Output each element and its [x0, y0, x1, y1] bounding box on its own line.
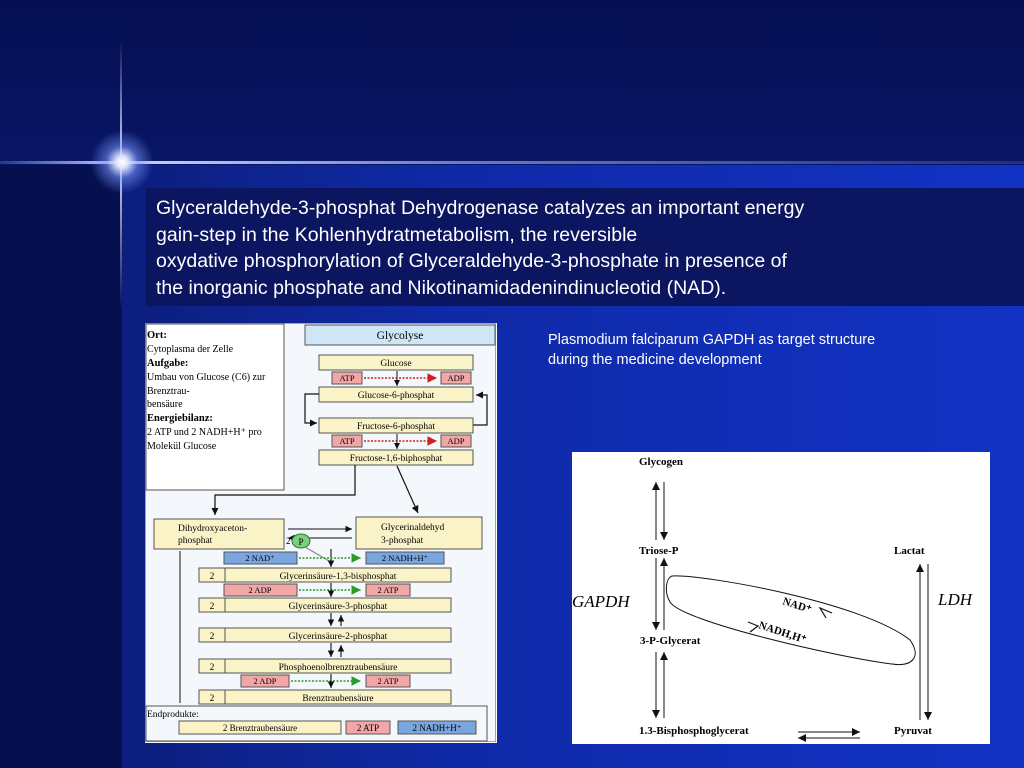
glycerat-label: 3-P-Glycerat: [640, 635, 701, 647]
top-band: [0, 0, 1024, 165]
g3p-label: Glycerinsäure-3-phosphat: [288, 602, 388, 612]
pyruvat-label: Pyruvat: [894, 725, 932, 737]
glucose-label: Glucose: [380, 359, 412, 369]
bpg-label: 1.3-Bisphosphoglycerat: [639, 725, 749, 737]
g2p-label: Glycerinsäure-2-phosphat: [288, 632, 388, 642]
paragraph-line-3: oxydative phosphorylation of Glyceraldehyde-3-phosphate in presence of: [156, 250, 787, 272]
ort-label: Ort:: [147, 330, 167, 341]
bpg-count: 2: [209, 572, 215, 582]
nad-arrowhead-icon: [820, 608, 832, 618]
paragraph-line-1: Glyceraldehyde-3-phosphat Dehydrogenase catalyzes an important energy: [156, 197, 805, 219]
nad-label: 2 NAD⁺: [245, 553, 275, 563]
gapdh-pathway-diagram: [572, 452, 990, 744]
ort-value: Cytoplasma der Zelle: [147, 344, 234, 355]
nad-label: NAD⁺: [781, 595, 813, 617]
nad-cycle-loop: [666, 576, 915, 665]
pyruvate-label: Brenztraubensäure: [302, 694, 374, 704]
glycolyse-title: Glycolyse: [376, 330, 424, 342]
figure-caption: [548, 330, 988, 370]
triose-label: Triose-P: [639, 545, 679, 557]
aufgabe-label: Aufgabe:: [147, 358, 189, 369]
glycogen-label: Glycogen: [639, 456, 683, 468]
aufgabe-line-2: Brenztrau-: [147, 386, 190, 397]
aufgabe-line-1: Umbau von Glucose (C6) zur: [147, 372, 266, 383]
gap-line-2: 3-phosphat: [381, 536, 424, 546]
caption-line-1: Plasmodium falciparum GAPDH as target structure: [548, 332, 876, 348]
phosphate-count: 2: [286, 536, 291, 546]
lactat-label: Lactat: [894, 545, 925, 557]
description-textbox: [146, 188, 1024, 306]
energie-line-1: 2 ATP und 2 NADH+H⁺ pro: [147, 427, 262, 438]
lens-flare-icon: [90, 130, 154, 194]
g2p-count: 2: [209, 632, 215, 642]
ldh-label: LDH: [938, 590, 973, 609]
adp-label-4: 2 ADP: [253, 676, 277, 686]
g3p-count: 2: [209, 602, 215, 612]
dhap-line-2: phosphat: [178, 536, 213, 546]
nadh-label: 2 NADH+H⁺: [381, 553, 429, 563]
paragraph-line-2: gain-step in the Kohlenhydratmetabolism, the reversible: [156, 223, 638, 246]
caption-line-2: during the medicine development: [548, 352, 762, 368]
phosphate-label: P: [298, 537, 304, 547]
f6p-label: Fructose-6-phosphat: [356, 422, 436, 432]
pep-count: 2: [209, 663, 215, 673]
nadh-label: NADH,H⁺: [757, 619, 808, 647]
energie-label: Energiebilanz:: [147, 413, 213, 424]
end-nadh-label: 2 NADH+H⁺: [412, 723, 462, 733]
bpg-label: Glycerinsäure-1,3-bisphosphat: [279, 572, 397, 582]
pep-label: Phosphoenolbrenztraubensäure: [278, 663, 398, 673]
adp-label-3: 2 ADP: [248, 585, 272, 595]
glycolysis-diagram: [145, 323, 497, 743]
adp-label-2: ADP: [447, 436, 465, 446]
f16bp-label: Fructose-1,6-biphosphat: [349, 454, 443, 464]
aufgabe-line-3: bensäure: [147, 399, 183, 410]
dhap-line-1: Dihydroxyaceton-: [178, 524, 248, 534]
pyruvate-count: 2: [209, 694, 215, 704]
atp-label-2: ATP: [339, 436, 355, 446]
end-atp-label: 2 ATP: [356, 723, 380, 733]
end-products-label: Endprodukte:: [147, 710, 199, 720]
g6p-label: Glucose-6-phosphat: [357, 391, 435, 401]
end-pyruvate-label: 2 Brenztraubensäure: [222, 723, 298, 733]
paragraph-line-4: the inorganic phosphate and Nikotinamidadenindinucleotid (NAD).: [156, 276, 727, 299]
atp-label-1: ATP: [339, 373, 355, 383]
adp-label-1: ADP: [447, 373, 465, 383]
atp-label-4: 2 ATP: [377, 676, 399, 686]
atp-label-3: 2 ATP: [377, 585, 399, 595]
gap-line-1: Glycerinaldehyd: [381, 523, 445, 533]
energie-line-2: Molekül Glucose: [147, 441, 217, 452]
gapdh-label: GAPDH: [572, 592, 630, 611]
left-strip: [0, 165, 122, 768]
